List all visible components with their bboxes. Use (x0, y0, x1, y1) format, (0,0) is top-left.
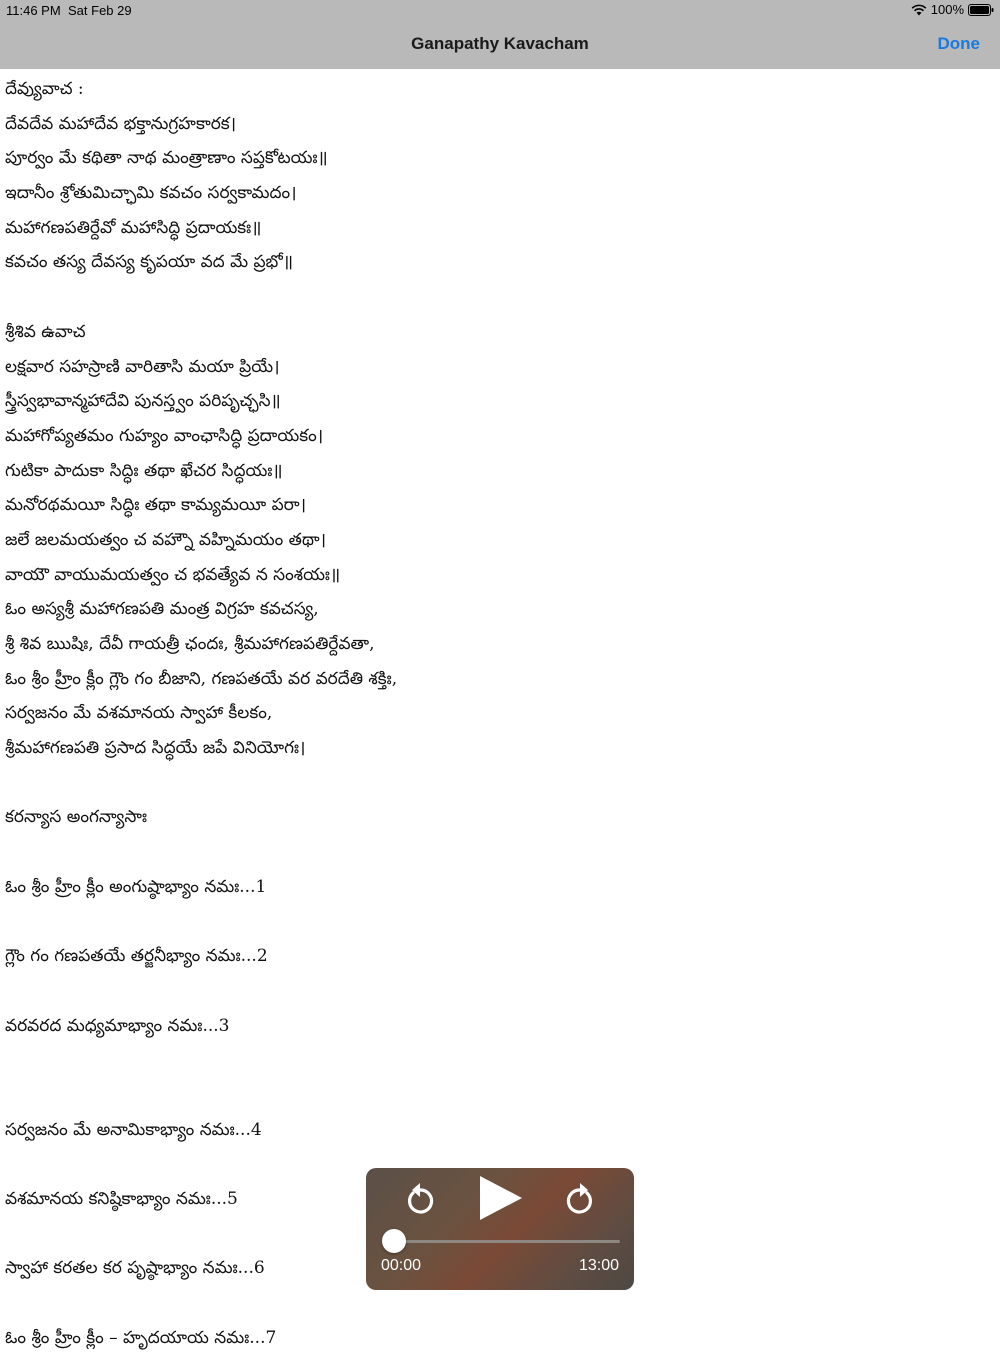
text-line: శ్రీమహాగణపతి ప్రసాద సిద్ధయే జపే వినియోగః। (5, 738, 306, 759)
forward-button[interactable] (562, 1178, 598, 1218)
text-line: స్వాహా కరతల కర పృష్ఠాభ్యాం నమః...6 (5, 1258, 265, 1279)
text-line: సర్వజనం మే వశమానయ స్వాహా కీలకం, (5, 703, 273, 724)
rewind-button[interactable] (402, 1178, 438, 1218)
kavacham-text (5, 72, 995, 1355)
total-time: 13:00 (578, 1257, 619, 1274)
text-line: గ్లౌం గం గణపతయే తర్జనీభ్యాం నమః...2 (5, 946, 268, 967)
done-button[interactable]: Done (937, 34, 980, 53)
blank-line (5, 1286, 995, 1321)
text-line: మహాగణపతిర్దేవో మహాసిద్ధి ప్రదాయకః॥ (5, 217, 262, 238)
text-line: ఓం శ్రీం హ్రీం క్లీం అంగుష్ఠాభ్యాం నమః...1 (5, 876, 267, 897)
status-bar (0, 0, 1000, 20)
progress-track[interactable] (394, 1240, 620, 1243)
elapsed-time: 00:00 (381, 1257, 422, 1274)
blank-line (5, 1043, 995, 1078)
text-line: మహాగోప్యతమం గుహ్యం వాంఛాసిద్ధి ప్రదాయకం। (5, 425, 324, 446)
text-line: సర్వజనం మే అనామికాభ్యాం నమః...4 (5, 1119, 262, 1140)
text-line: మనోరథమయీ సిద్ధిః తథా కామ్యమయీ పరా। (5, 495, 307, 516)
page-title: Ganapathy Kavacham (411, 34, 589, 53)
text-line: గుటికా పాదుకా సిద్ధిః తథా ఖేచర సిద్ధయః॥ (5, 460, 283, 481)
text-line: దేవ్యువాచ : (5, 79, 84, 99)
text-line: వశమానయ కనిష్ఠికాభ్యాం నమః...5 (5, 1189, 238, 1209)
status-date: Sat Feb 29 (68, 3, 132, 18)
text-line: స్త్రీస్వభావాన్మహాదేవి పునస్త్వం పరిపృచ్ఛసి॥ (5, 391, 281, 412)
audio-player (366, 1168, 634, 1290)
text-line: దేవదేవ మహాదేవ భక్తానుగ్రహకారక। (5, 113, 237, 134)
text-line: శ్రీ శివ ఋషిః, దేవీ గాయత్రీ ఛందః, శ్రీమహాగణపతిర్దేవతా, (5, 634, 375, 654)
text-line: ఓం శ్రీం హ్రీం క్లీం – హృదయాయ నమః...7 (5, 1327, 277, 1348)
status-time: 11:46 PM (6, 3, 61, 18)
blank-line (5, 974, 995, 1009)
blank-line (5, 280, 995, 315)
text-line: వరవరద మధ్యమాభ్యాం నమః...3 (5, 1015, 230, 1036)
text-line: ఇదానీం శ్రోతుమిచ్ఛామి కవచం సర్వకామదం। (5, 183, 297, 204)
text-line: పూర్వం మే కథితా నాథ మంత్రాణాం సప్తకోటయః॥ (5, 148, 328, 169)
navigation-bar (0, 20, 1000, 69)
blank-line (5, 766, 995, 801)
text-line: శ్రీశివ ఉవాచ (5, 321, 86, 342)
text-line: వాయౌ వాయుమయత్వం చ భవత్యేవ న సంశయః॥ (5, 564, 341, 585)
rewind-icon (402, 1205, 438, 1222)
text-line: కరన్యాస అంగన్యాసాః (5, 807, 148, 828)
progress-thumb[interactable] (382, 1229, 406, 1253)
status-indicators (911, 2, 994, 17)
blank-line (5, 1078, 995, 1113)
battery-icon (968, 4, 994, 16)
text-line: లక్షవార సహస్రాణి వారితాసి మయా ప్రియే। (5, 356, 280, 377)
text-line: జలే జలమయత్వం చ వహ్నౌ వహ్నిమయం తథా। (5, 529, 327, 550)
play-icon (476, 1209, 524, 1226)
wifi-icon (911, 4, 927, 16)
blank-line (5, 835, 995, 870)
forward-icon (562, 1205, 598, 1222)
blank-line (5, 905, 995, 940)
text-line: కవచం తస్య దేవస్య కృపయా వద మే ప్రభో॥ (5, 252, 294, 273)
battery-percent: 100% (930, 2, 964, 17)
text-line: ఓం అస్యశ్రీ మహాగణపతి మంత్ర విగ్రహ కవచస్య, (5, 599, 319, 620)
play-button[interactable] (476, 1174, 524, 1222)
text-line: ఓం శ్రీం హ్రీం క్లీం గ్లౌం గం బీజాని, గణపతయే వర వరదేతి శక్తిః, (5, 668, 398, 689)
